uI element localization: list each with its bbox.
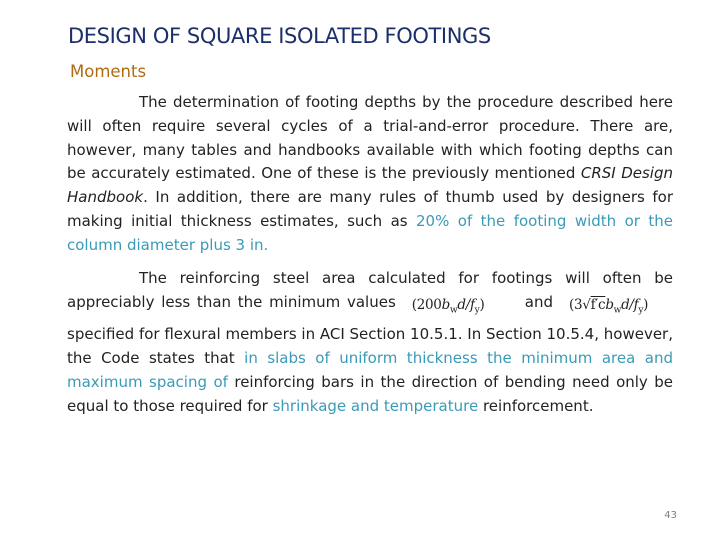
handbook-title: CRSI Design Handbook <box>67 164 673 207</box>
page-number: 43 <box>664 510 677 521</box>
section-subtitle: Moments <box>70 62 147 81</box>
para2-text-a: The reinforcing steel area calculated for footings will often be appreciably less than the minimum values <box>67 269 673 311</box>
formula-min-steel-sqrt: $(3√f'cb_wd/f_y)$ <box>569 296 649 316</box>
formula-min-steel-200: $(200b_wd/f_y)$ <box>411 296 485 316</box>
para1-highlight: 20% of the footing width or the column diameter plus 3 in. <box>67 211 673 254</box>
para2-highlight-2: shrinkage and temperature <box>272 396 479 415</box>
paragraph-reinforcing-steel <box>67 267 673 418</box>
para2-text-b: specified for flexural members in ACI Section 10.5.1. In Section 10.5.4, however, the Code states that <box>67 325 673 368</box>
paragraph-footing-depth <box>67 91 673 258</box>
para2-text-c: reinforcing bars in the direction of bending need only be equal to those required for <box>67 372 673 415</box>
para1-text-a: The determination of footing depths by the procedure described here will often require several cycles of a trial-and-error procedure. There are, however, many tables and handbooks available with which footing depths can be accurately estimated. One of these is the previously mentioned <box>67 93 673 183</box>
para1-text-b: . In addition, there are many rules of thumb used by designers for making initial thickness estimates, such as <box>67 188 673 230</box>
para2-text-d: reinforcement. <box>478 396 594 415</box>
and-word: and <box>524 292 553 311</box>
para2-highlight-1: in slabs of uniform thickness the minimum area and maximum spacing of <box>67 349 673 391</box>
slide-title: DESIGN OF SQUARE ISOLATED FOOTINGS <box>68 24 491 48</box>
